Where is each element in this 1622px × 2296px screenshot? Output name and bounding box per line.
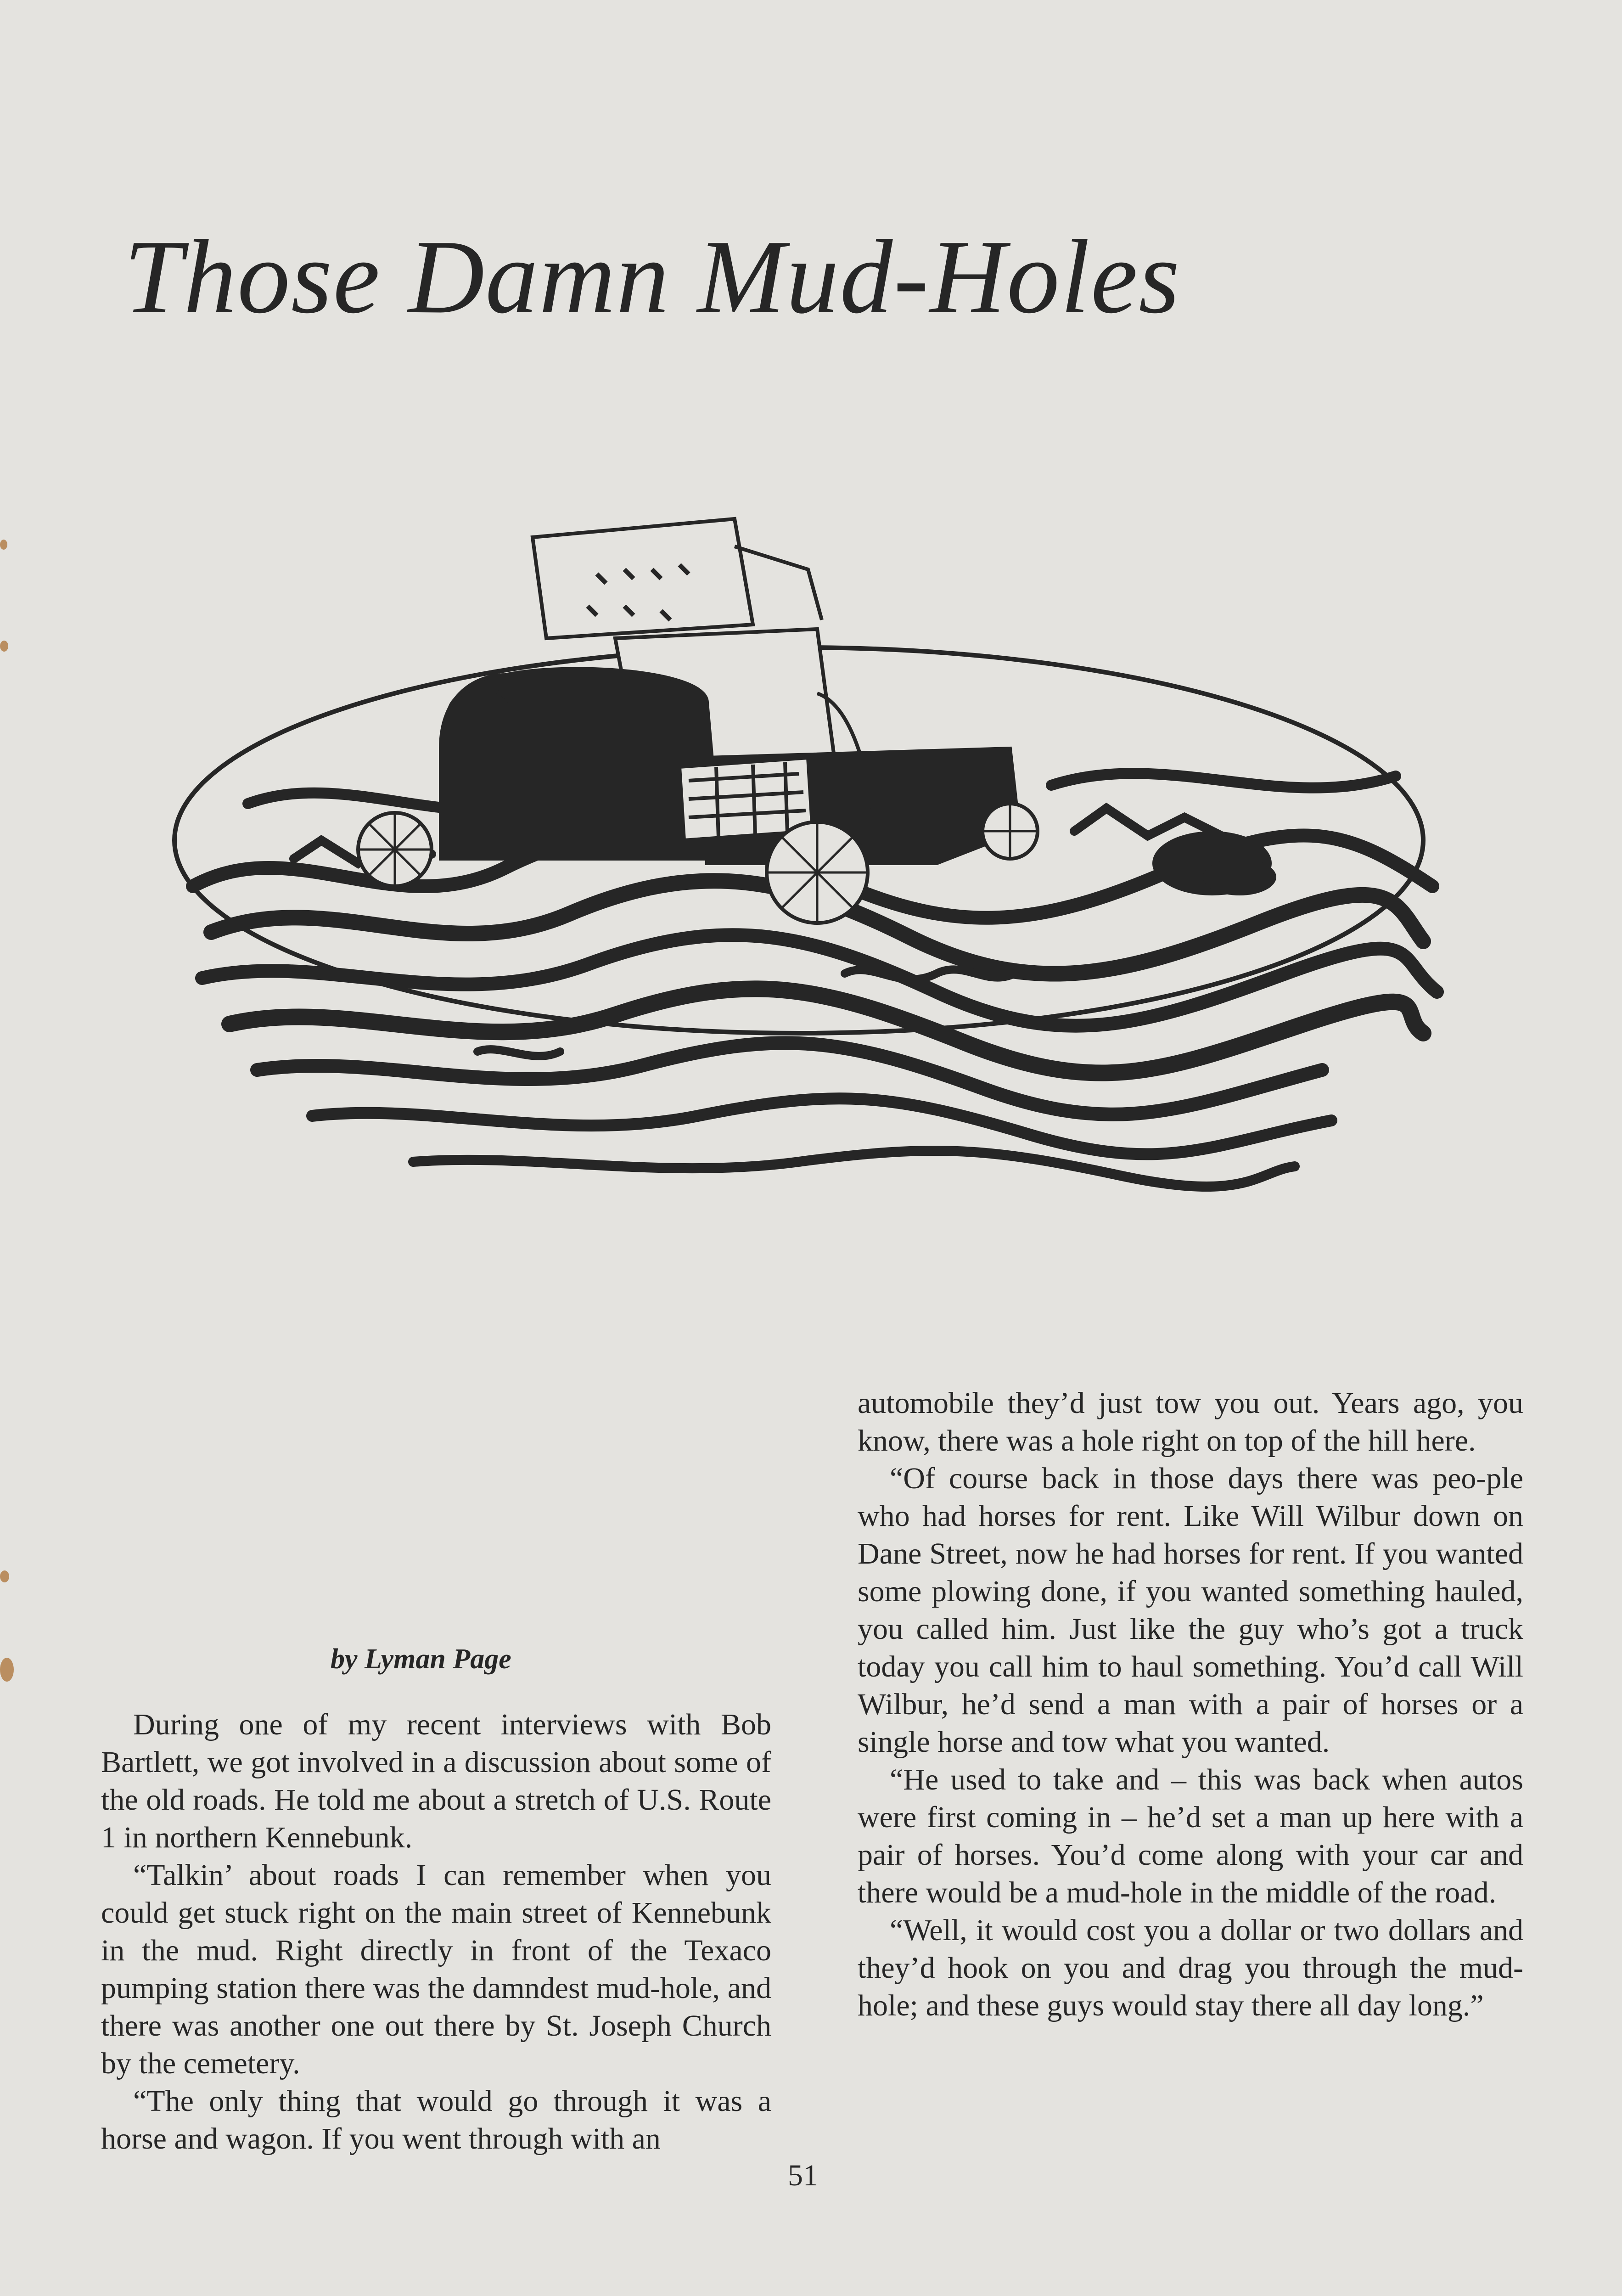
paragraph: “Well, it would cost you a dollar or two dollars and they’d hook on you and drag you through the mud-hole; and these guys would stay there all day long.” xyxy=(858,1913,1523,2022)
byline: by Lyman Page xyxy=(331,1643,511,1675)
stain-spot xyxy=(0,641,8,652)
paragraph: “Of course back in those days there was peo-ple who had horses for rent. Like Will Wilbur down on Dane Street, now he had horses for rent. If you wanted some plowing done, if you wanted something hauled, you called him. Just like the guy who’s got a truck today you call him to haul something. You’d call Will Wilbur, he’d send a man with a pair of horses or a single horse and tow what you wanted. xyxy=(858,1462,1523,1759)
paragraph: “The only thing that would go through it was a horse and wagon. If you went through with an xyxy=(101,2084,771,2155)
left-text-column xyxy=(101,1706,771,2158)
paragraph: During one of my recent interviews with Bob Bartlett, we got involved in a discussion about some of the old roads. He told me about a stretch of U.S. Route 1 in northern Kennebunk. xyxy=(101,1708,771,1854)
car-in-mud-illustration xyxy=(156,510,1455,1226)
paragraph: “Talkin’ about roads I can remember when you could get stuck right on the main street of Kennebunk in the mud. Right directly in front of the Texaco pumping station there was the damndest mud-hole, and there was another one out there by St. Joseph Church by the cemetery. xyxy=(101,1858,771,2080)
stain-spot xyxy=(0,1570,9,1582)
paragraph: automobile they’d just tow you out. Years ago, you know, there was a hole right on top of the hill here. xyxy=(858,1386,1523,1458)
paragraph: “He used to take and – this was back when autos were first coming in – he’d set a man up here with a pair of horses. You’d come along with your car and there would be a mud-hole in the middle of the road. xyxy=(858,1763,1523,1909)
stain-spot xyxy=(0,540,7,550)
article-title: Those Damn Mud-Holes xyxy=(124,218,1181,335)
car-drawing xyxy=(441,519,1019,863)
page-number: 51 xyxy=(788,2159,818,2192)
right-text-column xyxy=(858,1384,1523,2025)
stain-spot xyxy=(0,1658,14,1682)
